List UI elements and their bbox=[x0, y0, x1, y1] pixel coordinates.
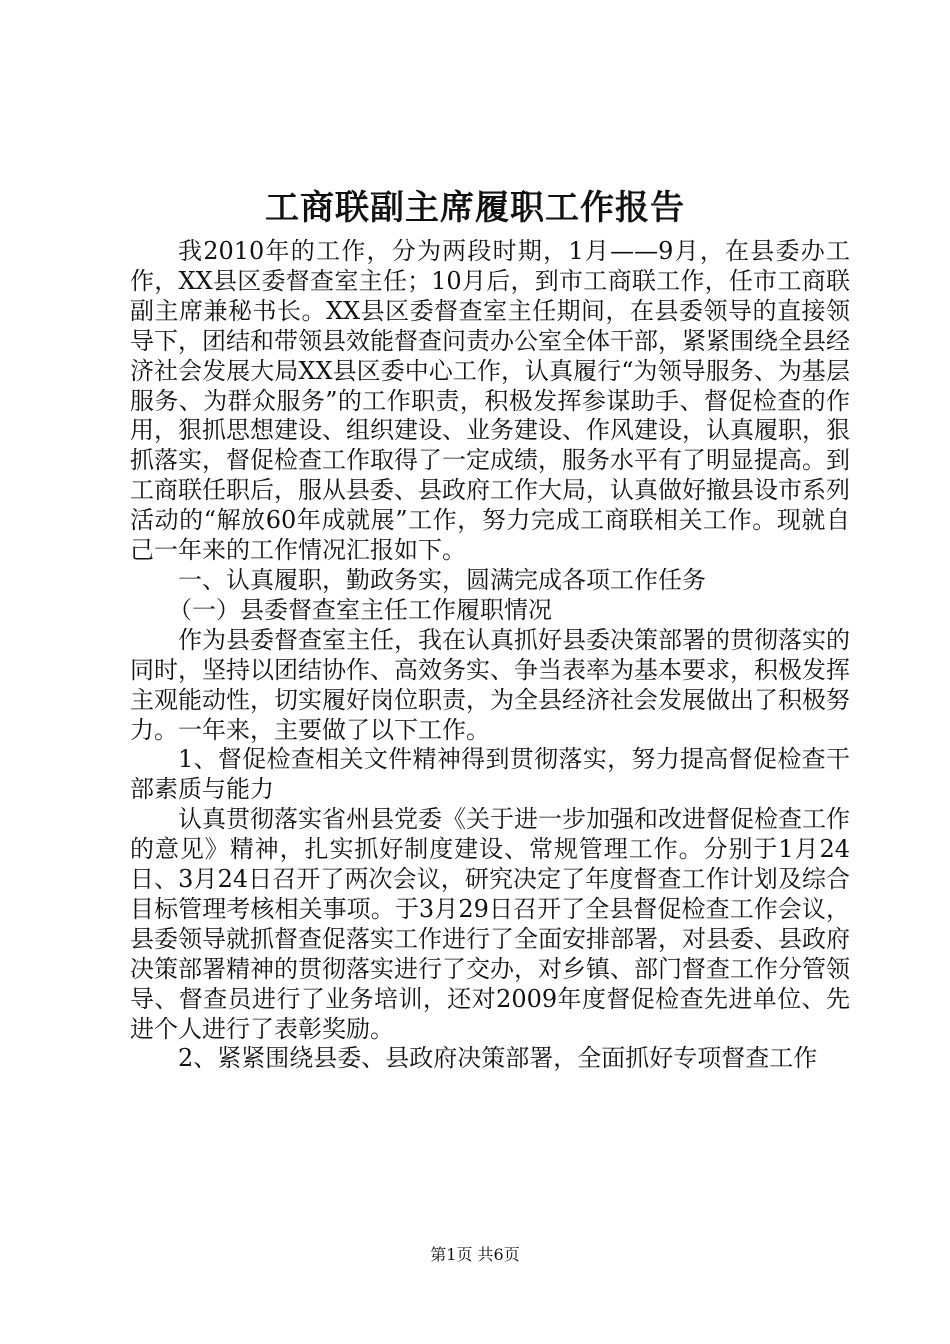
heading-subsection-1: （一）县委督查室主任工作履职情况 bbox=[168, 595, 552, 624]
paragraph-item-1-detail: 认真贯彻落实省州县党委《关于进一步加强和改进督促检查工作的意见》精神，扎实抓好制度建设、常规管理工作。分别于1月24日、3月24日召开了两次会议，研究决定了年度督查工作计划及综合目标管理考核相关事项。于3月29日召开了全县督促检查工作会议，县委领导就抓督查促落实工作进行了全面安排部署，对县委、县政府决策部署精神的贯彻落实进行了交办，对乡镇、部门督查工作分管领导、督查员进行了业务培训，还对2009年度督促检查先进单位、先进个人进行了表彰奖励。 bbox=[130, 805, 850, 1043]
heading-section-1: 一、认真履职，勤政务实，圆满完成各项工作任务 bbox=[178, 565, 706, 594]
heading-item-2: 2、紧紧围绕县委、县政府决策部署，全面抓好专项督查工作 bbox=[178, 1044, 818, 1073]
document-title: 工商联副主席履职工作报告 bbox=[265, 188, 685, 228]
paragraph-role-summary: 作为县委督查室主任，我在认真抓好县委决策部署的贯彻落实的同时，坚持以团结协作、高效务实、争当表率为基本要求，积极发挥主观能动性，切实履好岗位职责，为全县经济社会发展做出了积极努力。一年来，主要做了以下工作。 bbox=[130, 625, 850, 744]
document-body bbox=[130, 237, 850, 1074]
heading-item-1: 1、督促检查相关文件精神得到贯彻落实，努力提高督促检查干部素质与能力 bbox=[130, 745, 850, 804]
page-footer: 第1页 共6页 bbox=[430, 1245, 520, 1264]
paragraph-intro: 我2010年的工作，分为两段时期，1月——9月，在县委办工作，XX县区委督查室主任；10月后，到市工商联工作，任市工商联副主席兼秘书长。XX县区委督查室主任期间，在县委领导的直接领导下，团结和带领县效能督查问责办公室全体干部，紧紧围绕全县经济社会发展大局XX县区委中心工作，认真履行“为领导服务、为基层服务、为群众服务”的工作职责，积极发挥参谋助手、督促检查的作用，狠抓思想建设、组织建设、业务建设、作风建设，认真履职，狠抓落实，督促检查工作取得了一定成绩，服务水平有了明显提高。到工商联任职后，服从县委、县政府工作大局，认真做好撤县设市系列活动的“解放60年成就展”工作，努力完成工商联相关工作。现就自己一年来的工作情况汇报如下。 bbox=[130, 237, 850, 565]
